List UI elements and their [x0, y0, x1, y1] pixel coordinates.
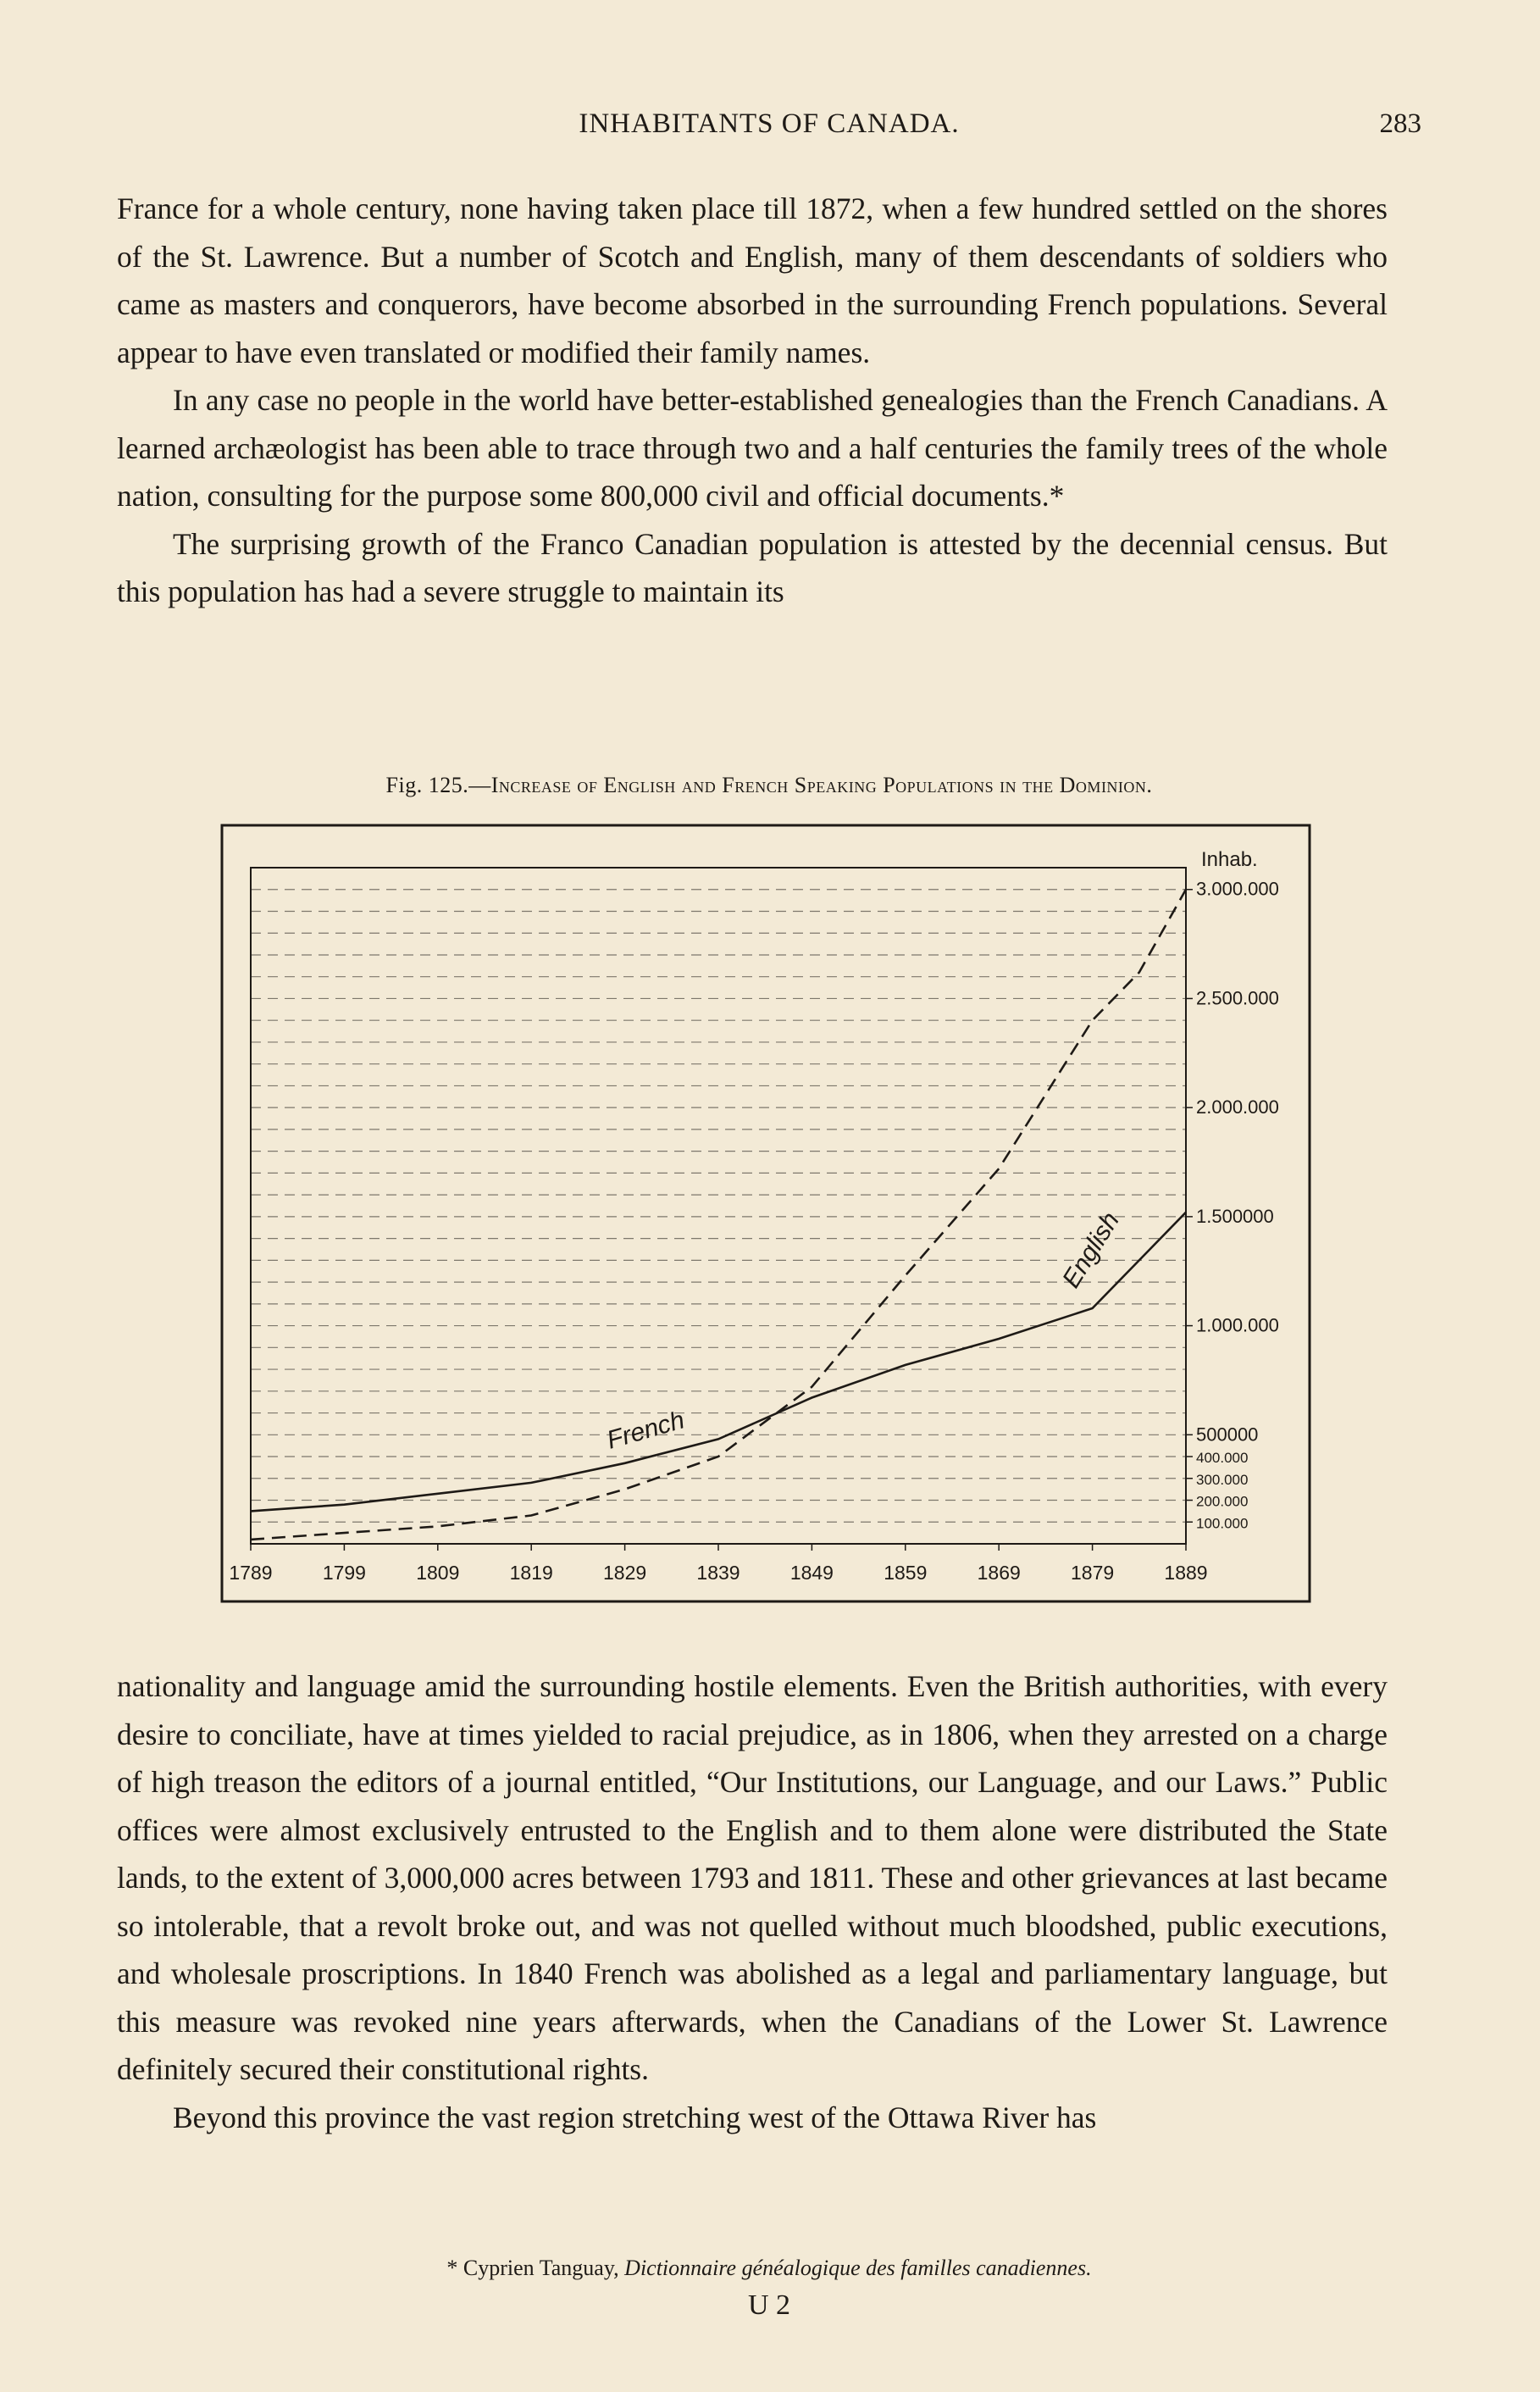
population-chart: [220, 824, 1321, 1612]
y-tick-label: 400.000: [1196, 1450, 1249, 1467]
x-tick-labels: [229, 1562, 1207, 1584]
body-text-bottom: [117, 1662, 1388, 2141]
figure-title: Increase of English and French Speaking Populations in the Dominion.: [490, 773, 1153, 797]
figure-number: Fig. 125.—: [385, 773, 491, 797]
y-axis-title: Inhab.: [1201, 848, 1258, 871]
x-tick-label: 1799: [322, 1562, 366, 1584]
x-tick-label: 1849: [789, 1562, 834, 1584]
y-tick-label: 1.500000: [1196, 1205, 1274, 1227]
footnote-marker: *: [446, 2256, 458, 2280]
y-tick-label: 500000: [1196, 1424, 1259, 1446]
footnote-work: Dictionnaire généalogique des familles canadiennes.: [624, 2256, 1092, 2280]
series-line-english: [251, 890, 1186, 1540]
series-label-french: French: [603, 1406, 688, 1455]
running-head: [117, 108, 1421, 151]
figure-caption: [117, 773, 1421, 798]
body-text-top: [117, 185, 1388, 616]
page-number: 283: [1379, 108, 1421, 139]
x-tick-label: 1839: [696, 1562, 740, 1584]
y-tick-labels: [1186, 879, 1279, 1532]
chart-outer-frame: [222, 825, 1310, 1601]
plot-frame: [251, 868, 1186, 1544]
y-tick-label: 1.000.000: [1196, 1314, 1279, 1336]
x-tick-label: 1829: [603, 1562, 647, 1584]
x-tick-label: 1819: [509, 1562, 553, 1584]
series-label-english: English: [1056, 1207, 1126, 1293]
paragraph: nationality and language amid the surrounding hostile elements. Even the British authorities, with every desire to conciliate, have at times yielded to racial prejudice, as in 1806, when they arrested on a charge of high treason the editors of a journal entitled, “Our Institutions, our Language, and our Laws.” Public offices were almost exclusively entrusted to the English and to them alone were distributed the State lands, to the extent of 3,000,000 acres between 1793 and 1811. These and other grievances at last became so intolerable, that a revolt broke out, and was not quelled without much bloodshed, public executions, and wholesale proscriptions. In 1840 French was abolished as a legal and parliamentary language, but this measure was revoked nine years afterwards, when the Canadians of the Lower St. Lawrence definitely secured their constitutional rights.: [117, 1669, 1388, 2086]
y-tick-label: 2.000.000: [1196, 1096, 1279, 1118]
y-tick-label: 100.000: [1196, 1515, 1249, 1532]
paragraph: Beyond this province the vast region stretching west of the Ottawa River has: [173, 2100, 1097, 2134]
x-tick-label: 1869: [977, 1562, 1021, 1584]
x-tick-label: 1809: [416, 1562, 460, 1584]
chart-grid: [251, 868, 1186, 1551]
y-tick-label: 200.000: [1196, 1493, 1249, 1510]
y-tick-label: 3.000.000: [1196, 878, 1279, 900]
population-chart-svg: [220, 824, 1321, 1612]
paragraph: In any case no people in the world have better-established genealogies than the French Canadians. A learned archæologist has been able to trace through two and a half centuries the family trees of the whole nation, consulting for the purpose some 800,000 civil and official documents.*: [117, 383, 1388, 513]
footnote: [117, 2256, 1421, 2281]
x-tick-label: 1889: [1164, 1562, 1208, 1584]
x-tick-label: 1879: [1071, 1562, 1115, 1584]
x-tick-label: 1859: [884, 1562, 928, 1584]
chart-series: [251, 890, 1186, 1540]
footnote-author: Cyprien Tanguay,: [463, 2256, 619, 2280]
paragraph: The surprising growth of the Franco Canadian population is attested by the decennial census. But this population has had a severe struggle to maintain its: [117, 526, 1388, 608]
series-line-french: [251, 1213, 1186, 1512]
y-tick-label: 300.000: [1196, 1471, 1249, 1488]
x-tick-label: 1789: [229, 1562, 273, 1584]
paragraph: France for a whole century, none having taken place till 1872, when a few hundred settled on the shores of the St. Lawrence. But a number of Scotch and English, many of them descendants of soldiers who came as masters and conquerors, have become absorbed in the surrounding French populations. Several appear to have even translated or modified their family names.: [117, 191, 1388, 369]
y-tick-label: 2.500.000: [1196, 987, 1279, 1009]
signature-mark: U 2: [747, 2289, 791, 2321]
running-head-title: INHABITANTS OF CANADA.: [579, 108, 960, 139]
